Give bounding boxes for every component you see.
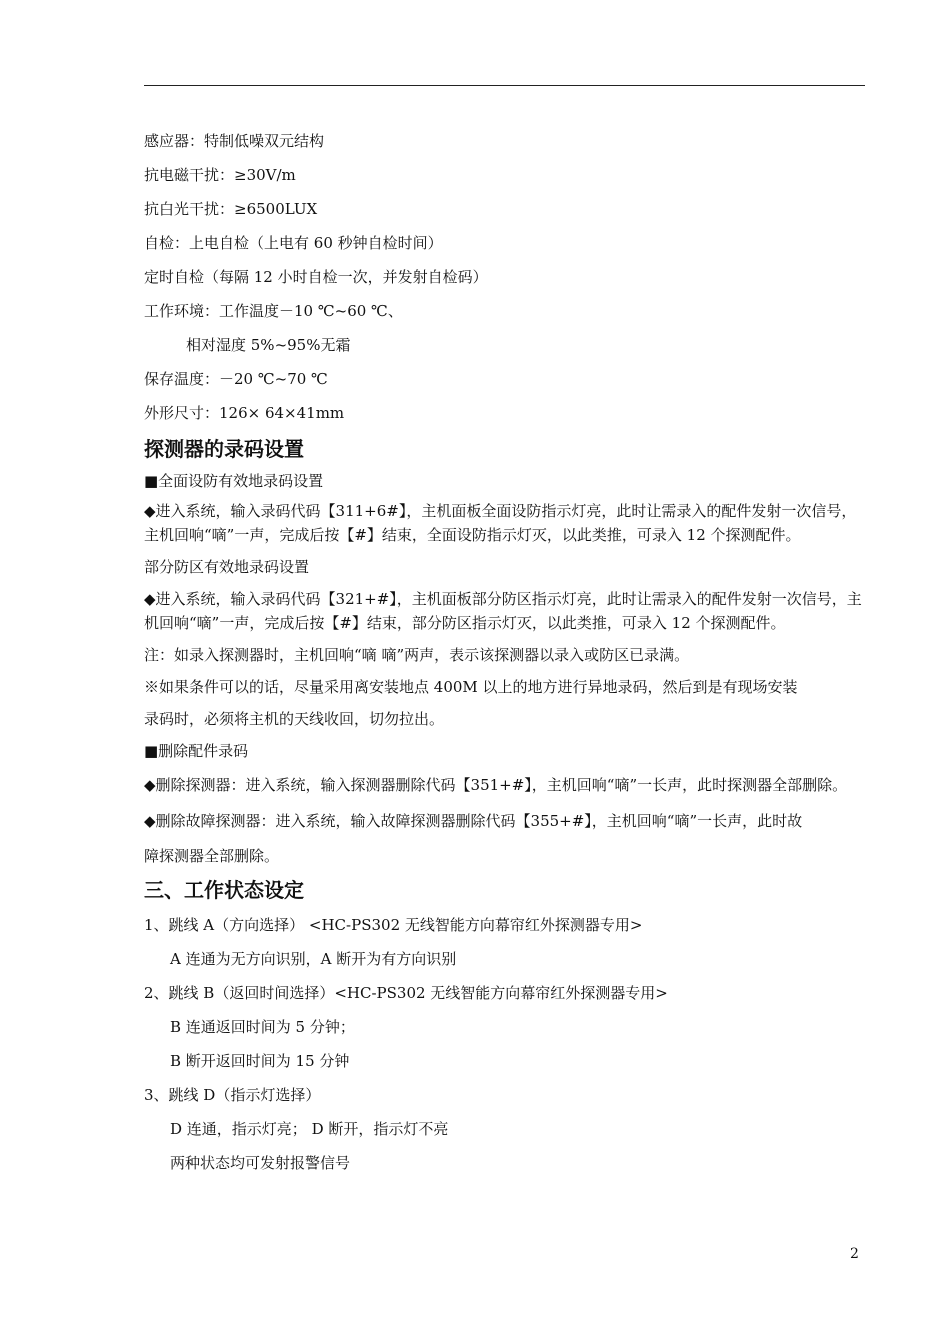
- spec-line: 保存温度：－20 ℃~70 ℃: [144, 370, 328, 388]
- paragraph-delete-fault: ◆删除故障探测器：进入系统，输入故障探测器删除代码【355+#】，主机回响“嘀”一长声，此时故: [144, 812, 803, 830]
- page-number: 2: [850, 1246, 859, 1262]
- paragraph-delete: ◆删除探测器：进入系统，输入探测器删除代码【351+#】，主机回响“嘀”一长声，此时探测器全部删除。: [144, 776, 848, 794]
- header-rule: [144, 85, 865, 86]
- spec-line: 自检：上电自检（上电有 60 秒钟自检时间）: [144, 234, 443, 252]
- paragraph-delete-fault: 障探测器全部删除。: [144, 847, 280, 865]
- jumper-line: B 断开返回时间为 15 分钟: [170, 1052, 350, 1070]
- jumper-line: 2、跳线 B（返回时间选择）<HC-PS302 无线智能方向幕帘红外探测器专用>: [144, 984, 668, 1002]
- note-line: ※如果条件可以的话，尽量采用离安装地点 400M 以上的地方进行异地录码，然后到是有现场安装: [144, 678, 798, 696]
- subheading-delete: ■删除配件录码: [144, 742, 249, 760]
- section-heading-work-state: 三、工作状态设定: [144, 878, 304, 902]
- spec-line: 工作环境：工作温度－10 ℃~60 ℃、: [144, 302, 403, 320]
- jumper-line: 1、跳线 A（方向选择） <HC-PS302 无线智能方向幕帘红外探测器专用>: [144, 916, 643, 934]
- paragraph-partial: ◆进入系统，输入录码代码【321+#】，主机面板部分防区指示灯亮，此时让需录入的配件发射一次信号，主机回响“嘀”一声，完成后按【#】结束，部分防区指示灯灭，以此类推，可录入 12 个探测配件。: [144, 590, 862, 632]
- spec-line: 相对湿度 5%~95%无霜: [186, 336, 351, 354]
- spec-line: 抗白光干扰：≥6500LUX: [144, 200, 318, 218]
- jumper-line: B 连通返回时间为 5 分钟；: [170, 1018, 355, 1036]
- section-heading-code-setting: 探测器的录码设置: [144, 437, 304, 461]
- page-content: [144, 124, 866, 1180]
- subheading-partial: 部分防区有效地录码设置: [144, 558, 310, 576]
- note-line: 注：如录入探测器时，主机回响“嘀 嘀”两声，表示该探测器以录入或防区已录满。: [144, 646, 690, 664]
- jumper-line: 3、跳线 D（指示灯选择）: [144, 1086, 321, 1104]
- jumper-line: A 连通为无方向识别，A 断开为有方向识别: [170, 950, 457, 968]
- spec-line: 定时自检（每隔 12 小时自检一次，并发射自检码）: [144, 268, 488, 286]
- subheading-full-arm: ■全面设防有效地录码设置: [144, 472, 324, 490]
- spec-line: 感应器：特制低噪双元结构: [144, 132, 325, 150]
- jumper-line: 两种状态均可发射报警信号: [170, 1154, 351, 1172]
- spec-line: 抗电磁干扰：≥30V/m: [144, 166, 296, 184]
- note-line: 录码时，必须将主机的天线收回，切勿拉出。: [144, 710, 445, 728]
- spec-line: 外形尺寸：126× 64×41mm: [144, 404, 345, 422]
- jumper-line: D 连通，指示灯亮； D 断开，指示灯不亮: [170, 1120, 449, 1138]
- paragraph-full-arm: ◆进入系统，输入录码代码【311+6#】，主机面板全面设防指示灯亮，此时让需录入的配件发射一次信号，主机回响“嘀”一声，完成后按【#】结束，全面设防指示灯灭，以此类推，可录入 12 个探测配件。: [144, 502, 857, 544]
